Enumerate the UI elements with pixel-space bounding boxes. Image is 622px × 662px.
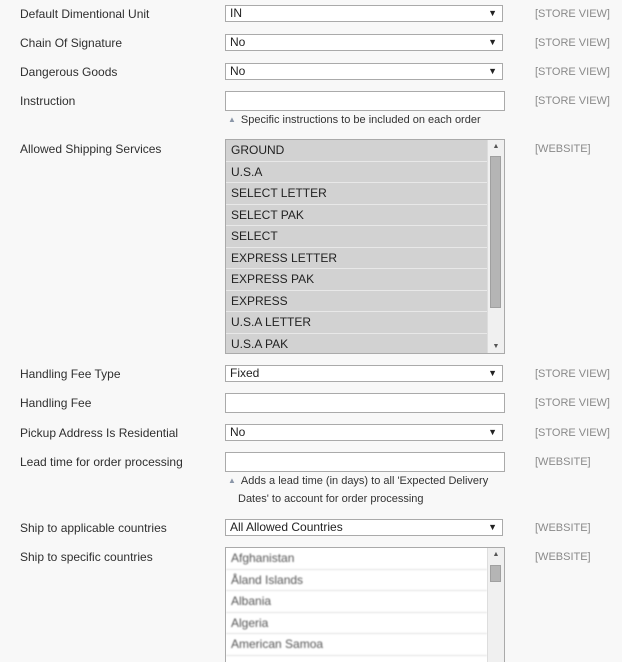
list-item[interactable]: U.S.A	[226, 162, 487, 184]
scrollbar-thumb[interactable]	[490, 156, 501, 308]
scope-label: [WEBSITE]	[535, 456, 591, 468]
scope-label: [STORE VIEW]	[535, 8, 610, 20]
scope-label: [STORE VIEW]	[535, 427, 610, 439]
chain-of-signature-value: No	[230, 35, 246, 49]
chevron-down-icon: ▼	[488, 368, 497, 378]
chevron-down-icon: ▼	[488, 37, 497, 47]
instruction-note	[228, 111, 481, 129]
list-item[interactable]: Åland Islands	[226, 570, 487, 592]
lead-time-note	[228, 472, 488, 490]
list-item[interactable]: SELECT PAK	[226, 205, 487, 227]
handling-fee-input[interactable]	[225, 393, 505, 413]
handling-fee-type-select[interactable]	[225, 365, 503, 382]
scrollbar[interactable]	[487, 548, 504, 662]
list-item[interactable]: SELECT LETTER	[226, 183, 487, 205]
pickup-address-residential-select[interactable]	[225, 424, 503, 441]
allowed-shipping-services-multiselect[interactable]	[225, 139, 505, 354]
chain-of-signature-select[interactable]	[225, 34, 503, 51]
ship-applicable-countries-label: Ship to applicable countries	[20, 521, 167, 535]
list-item[interactable]: Albania	[226, 591, 487, 613]
list-item[interactable]: EXPRESS PAK	[226, 269, 487, 291]
default-dimentional-unit-select[interactable]	[225, 5, 503, 22]
scope-label: [WEBSITE]	[535, 143, 591, 155]
chevron-down-icon: ▼	[488, 522, 497, 532]
chevron-down-icon: ▼	[488, 8, 497, 18]
chevron-down-icon: ▼	[488, 66, 497, 76]
chevron-down-icon: ▼	[488, 427, 497, 437]
note-marker-icon: ▲	[228, 115, 236, 124]
allowed-shipping-services-label: Allowed Shipping Services	[20, 142, 162, 156]
note-marker-icon: ▲	[228, 476, 236, 485]
list-item[interactable]: EXPRESS	[226, 291, 487, 313]
list-item[interactable]: Algeria	[226, 613, 487, 635]
list-item[interactable]: American Samoa	[226, 634, 487, 656]
dangerous-goods-value: No	[230, 64, 246, 78]
lead-time-label: Lead time for order processing	[20, 455, 183, 469]
lead-time-note-line2: Dates' to account for order processing	[238, 493, 424, 505]
scroll-down-icon[interactable]: ▼	[492, 343, 500, 350]
lead-time-input[interactable]	[225, 452, 505, 472]
list-item[interactable]: GROUND	[226, 140, 487, 162]
list-item[interactable]: SELECT	[226, 226, 487, 248]
dangerous-goods-label: Dangerous Goods	[20, 65, 118, 79]
default-dimentional-unit-label: Default Dimentional Unit	[20, 7, 150, 21]
pickup-address-residential-value: No	[230, 425, 246, 439]
list-item[interactable]: EXPRESS LETTER	[226, 248, 487, 270]
scope-label: [WEBSITE]	[535, 522, 591, 534]
list-item[interactable]: Afghanistan	[226, 548, 487, 570]
default-dimentional-unit-value: IN	[230, 6, 242, 20]
list-item[interactable]: U.S.A PAK	[226, 334, 487, 355]
scrollbar-thumb[interactable]	[490, 565, 501, 582]
list-item[interactable]: U.S.A LETTER	[226, 312, 487, 334]
scope-label: [STORE VIEW]	[535, 66, 610, 78]
instruction-label: Instruction	[20, 94, 76, 108]
handling-fee-type-label: Handling Fee Type	[20, 367, 121, 381]
scope-label: [STORE VIEW]	[535, 368, 610, 380]
scope-label: [STORE VIEW]	[535, 37, 610, 49]
ship-specific-countries-multiselect[interactable]	[225, 547, 505, 662]
chain-of-signature-label: Chain Of Signature	[20, 36, 123, 50]
scope-label: [STORE VIEW]	[535, 95, 610, 107]
scrollbar[interactable]	[487, 140, 504, 353]
scope-label: [WEBSITE]	[535, 551, 591, 563]
ship-applicable-countries-value: All Allowed Countries	[230, 520, 343, 534]
ship-applicable-countries-select[interactable]	[225, 519, 503, 536]
handling-fee-label: Handling Fee	[20, 396, 92, 410]
lead-time-note-line1: Adds a lead time (in days) to all 'Expected Delivery	[240, 475, 489, 487]
instruction-note-text: Specific instructions to be included on each order	[240, 114, 481, 126]
scope-label: [STORE VIEW]	[535, 397, 610, 409]
handling-fee-type-value: Fixed	[230, 366, 260, 380]
ship-specific-countries-label: Ship to specific countries	[20, 550, 153, 564]
dangerous-goods-select[interactable]	[225, 63, 503, 80]
pickup-address-residential-label: Pickup Address Is Residential	[20, 426, 179, 440]
scroll-up-icon[interactable]: ▲	[492, 551, 500, 558]
scroll-up-icon[interactable]: ▲	[492, 143, 500, 150]
instruction-input[interactable]	[225, 91, 505, 111]
